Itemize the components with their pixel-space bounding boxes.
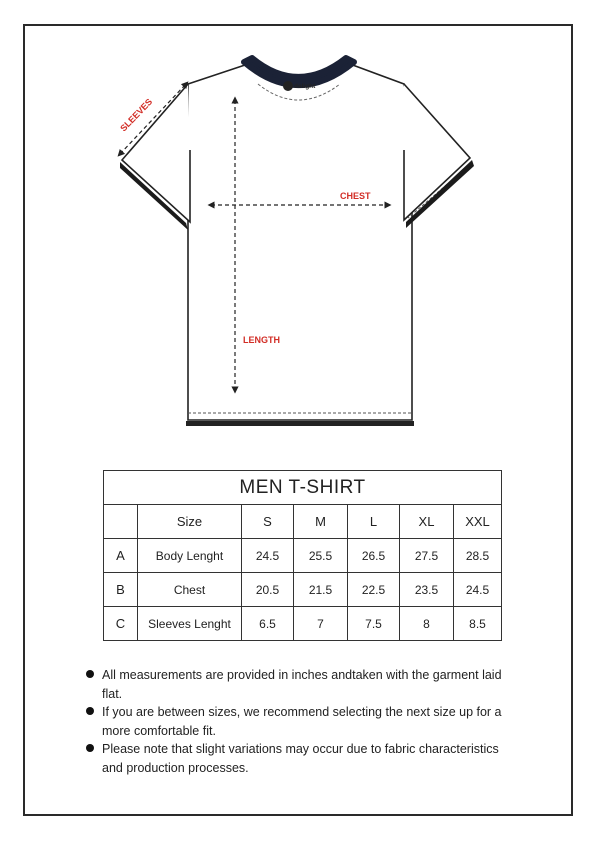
table-cell: 20.5: [242, 573, 294, 607]
note-item: [86, 666, 506, 703]
header-cell: XL: [400, 505, 454, 539]
table-cell: 7.5: [348, 607, 400, 641]
length-label: LENGTH: [243, 335, 280, 345]
table-row: [104, 573, 502, 607]
row-label: Body Lenght: [138, 539, 242, 573]
table-cell: 26.5: [348, 539, 400, 573]
table-cell: 28.5: [454, 539, 502, 573]
row-letter: B: [104, 573, 138, 607]
table-cell: 25.5: [294, 539, 348, 573]
row-label: Sleeves Lenght: [138, 607, 242, 641]
table-header-row: [104, 505, 502, 539]
table-cell: 8: [400, 607, 454, 641]
chest-label: CHEST: [340, 191, 371, 201]
note-text: If you are between sizes, we recommend selecting the next size up for a more comfortable fit.: [102, 705, 502, 738]
table-row: [104, 539, 502, 573]
header-cell: XXL: [454, 505, 502, 539]
note-item: [86, 703, 506, 740]
bullet-icon: [86, 670, 94, 678]
bullet-icon: [86, 707, 94, 715]
table-row: [104, 607, 502, 641]
table-title: MEN T-SHIRT: [104, 471, 502, 505]
table-cell: 6.5: [242, 607, 294, 641]
table-cell: 24.5: [454, 573, 502, 607]
note-text: Please note that slight variations may occur due to fabric characteristics and production processes.: [102, 742, 499, 775]
header-cell: M: [294, 505, 348, 539]
note-item: [86, 740, 506, 777]
header-cell: Size: [138, 505, 242, 539]
size-chart-table: [103, 470, 502, 641]
left-sleeve: [122, 84, 190, 222]
table-cell: 21.5: [294, 573, 348, 607]
bullet-icon: [86, 744, 94, 752]
notes-list: [86, 666, 506, 777]
sleeves-label: SLEEVES: [118, 96, 155, 134]
tshirt-outline: [188, 64, 412, 420]
table-cell: 24.5: [242, 539, 294, 573]
logo-text: delight: [294, 83, 316, 90]
header-cell: L: [348, 505, 400, 539]
header-cell: S: [242, 505, 294, 539]
table-cell: 7: [294, 607, 348, 641]
header-cell: [104, 505, 138, 539]
row-label: Chest: [138, 573, 242, 607]
table-cell: 8.5: [454, 607, 502, 641]
note-text: All measurements are provided in inches andtaken with the garment laid flat.: [102, 668, 502, 701]
row-letter: A: [104, 539, 138, 573]
table-cell: 22.5: [348, 573, 400, 607]
logo-icon: [283, 81, 293, 91]
table-cell: 23.5: [400, 573, 454, 607]
row-letter: C: [104, 607, 138, 641]
table-cell: 27.5: [400, 539, 454, 573]
